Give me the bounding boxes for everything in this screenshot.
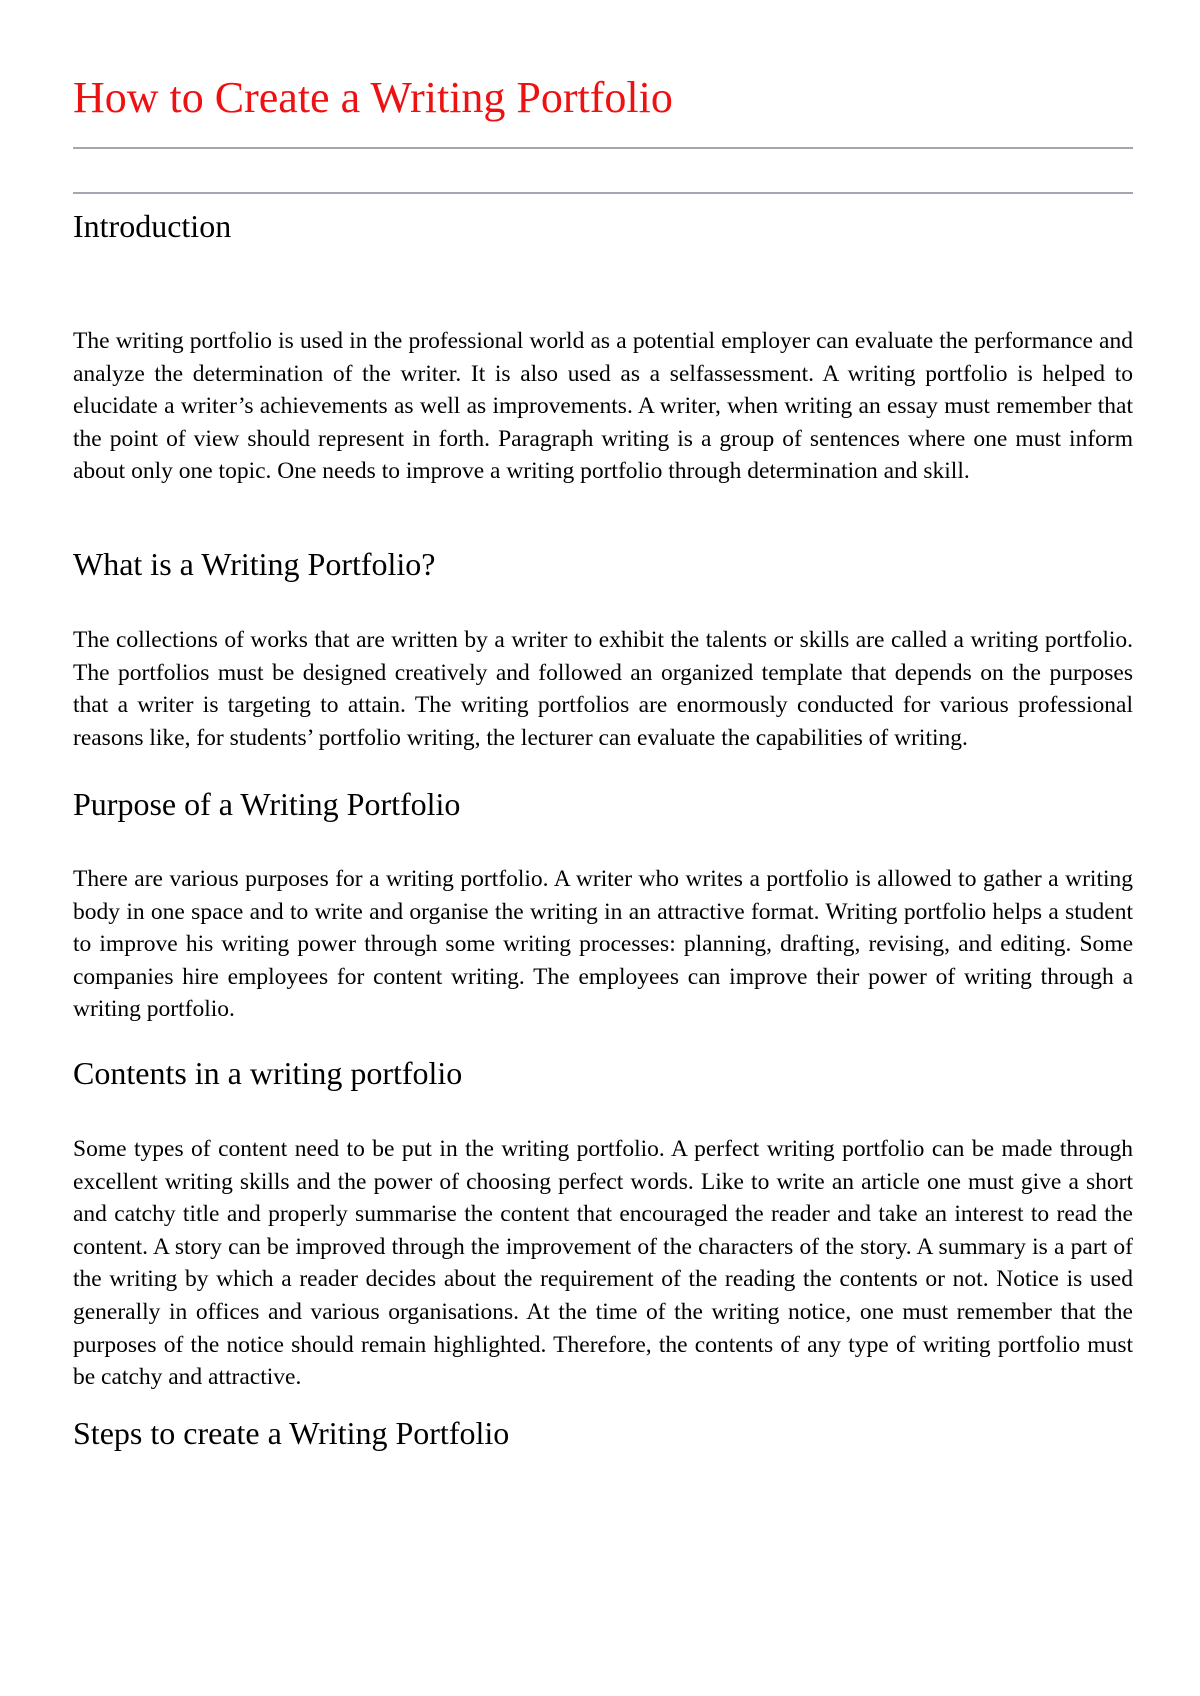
title-divider-top — [73, 147, 1133, 149]
paragraph-purpose: There are various purposes for a writing portfolio. A writer who writes a portfolio is allowed to gather a writing body in one space and to write and organise the writing in an attractive format. Writing portfolio helps a student to improve his writing power through some writing processes: planning, drafting, revising, and editing. Some companies hire employees for content writing. The employees can improve their power of writing through a writing portfolio. — [73, 866, 1133, 1023]
heading-steps: Steps to create a Writing Portfolio — [73, 1415, 510, 1451]
heading-what-is-portfolio: What is a Writing Portfolio? — [73, 546, 436, 582]
title-divider-bottom — [73, 192, 1133, 194]
paragraph-what-is-portfolio: The collections of works that are written by a writer to exhibit the talents or skills are called a writing portfolio. The portfolios must be designed creatively and followed an organized template that depends on the purposes that a writer is targeting to attain. The writing portfolios are enormously conducted for various professional reasons like, for students’ portfolio writing, the lecturer can evaluate the capabilities of writing. — [73, 627, 1133, 751]
paragraph-introduction: The writing portfolio is used in the professional world as a potential employer can evaluate the performance and analyze the determination of the writer. It is also used as a selfassessment. A writing portfolio is helped to elucidate a writer’s achievements as well as improvements. A writer, when writing an essay must remember that the point of view should represent in forth. Paragraph writing is a group of sentences where one must inform about only one topic. One needs to improve a writing portfolio through determination and skill. — [73, 328, 1133, 485]
heading-contents: Contents in a writing portfolio — [73, 1055, 463, 1091]
document-title: How to Create a Writing Portfolio — [73, 73, 673, 122]
paragraph-contents: Some types of content need to be put in the writing portfolio. A perfect writing portfolio can be made through excellent writing skills and the power of choosing perfect words. Like to write an article one must give a short and catchy title and properly summarise the content that encouraged the reader and take an interest to read the content. A story can be improved through the improvement of the characters of the story. A summary is a part of the writing by which a reader decides about the requirement of the reading the contents or not. Notice is used generally in offices and various organisations. At the time of the writing notice, one must remember that the purposes of the notice should remain highlighted. Therefore, the contents of any type of writing portfolio must be catchy and attractive. — [73, 1136, 1133, 1391]
heading-introduction: Introduction — [73, 208, 232, 244]
heading-purpose: Purpose of a Writing Portfolio — [73, 786, 461, 822]
